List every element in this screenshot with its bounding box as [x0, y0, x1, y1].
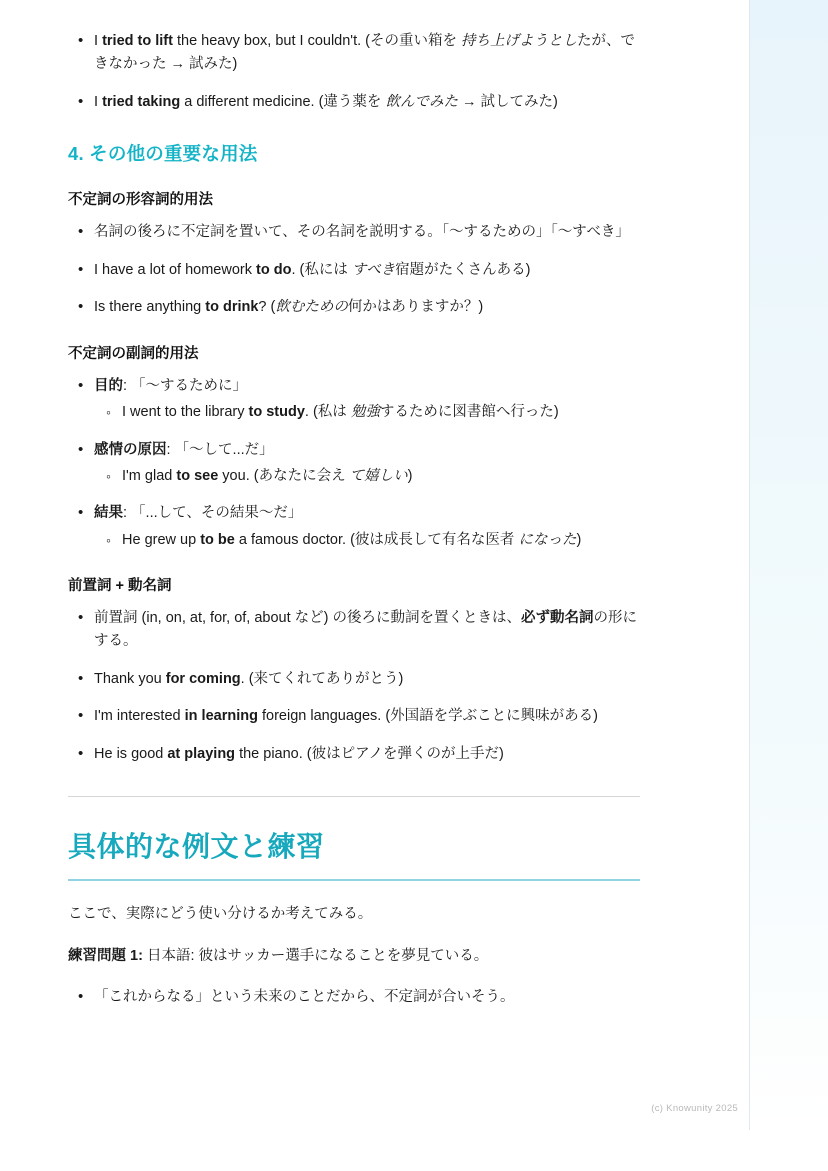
section-divider: [68, 796, 640, 797]
list-item-text: [94, 378, 247, 394]
emphasis-bold: 練習問題 1:: [68, 947, 143, 964]
text-run: I went to the library: [122, 404, 249, 421]
text-run: I have a lot of homework: [94, 261, 256, 278]
emphasis-bold: to see: [176, 468, 219, 485]
list-item: [94, 91, 640, 114]
emphasis-bold: at playing: [167, 745, 236, 762]
sub-list-item: [122, 465, 640, 488]
list-item: [94, 375, 640, 425]
emphasis-bold: 結果: [94, 505, 123, 522]
text-run: a different medicine. (違う薬を: [180, 93, 386, 110]
list-item: [94, 439, 640, 489]
list-item-text: [94, 708, 598, 724]
text-run: Thank you: [94, 670, 166, 687]
text-run: you. (あなたに会え: [218, 468, 350, 485]
adverbial-bullet-list: [68, 375, 640, 552]
text-run: He is good: [94, 745, 168, 762]
text-run: I'm glad: [122, 468, 177, 485]
sub-list-item: [122, 401, 640, 424]
text-run: : 「〜するために」: [123, 377, 248, 394]
list-item: [94, 705, 640, 728]
list-item: [94, 986, 640, 1009]
practice-bullet-list: [68, 986, 640, 1009]
sub-list-item: [122, 529, 640, 552]
adjectival-bullet-list: [68, 221, 640, 319]
sub-list: [94, 465, 640, 488]
subheading-preposition-gerund: 前置詞 + 動名詞: [68, 577, 172, 594]
text-run: 日本語: 彼はサッカー選手になることを夢見ている。: [142, 947, 489, 964]
text-run: たが、できなかった → 試みた): [94, 33, 636, 73]
emphasis-bold: in learning: [184, 708, 258, 725]
preposition-gerund-bullet-list: [68, 607, 640, 766]
subheading-adverbial-use: 不定詞の副詞的用法: [68, 345, 199, 362]
page-side-gradient: [750, 0, 828, 1130]
text-run: I: [94, 33, 103, 49]
list-item: [94, 296, 640, 319]
emphasis-bold: 必ず動名詞: [521, 609, 594, 626]
text-run: He grew up: [122, 531, 201, 548]
text-run: ): [576, 531, 582, 548]
list-item-text: [94, 989, 515, 1005]
emphasis-italic: になった: [518, 531, 577, 548]
copyright-footer: (c) Knowunity 2025: [651, 1103, 738, 1114]
sub-list-item-text: [122, 468, 412, 484]
emphasis-bold: to be: [200, 531, 235, 548]
list-item-text: [94, 224, 630, 240]
list-item: [94, 502, 640, 552]
emphasis-bold: to drink: [205, 299, 259, 316]
subheading-adjectival-use: 不定詞の形容詞的用法: [68, 192, 213, 209]
section-heading-4: 4. その他の重要な用法: [68, 143, 258, 165]
list-item-text: [94, 505, 302, 521]
emphasis-italic: 飲むための: [275, 299, 348, 316]
text-run: . (私は: [304, 404, 351, 421]
text-run: Is there anything: [94, 299, 206, 316]
emphasis-italic: 持ち上げようとし: [461, 33, 578, 49]
list-item: [94, 30, 640, 77]
text-run: するために図書館へ行った): [379, 404, 559, 421]
text-run: 前置詞 (in, on, at, for, of, about など) の後ろに動詞を置くときは、: [94, 609, 522, 626]
text-run: : 「...して、その結果〜だ」: [123, 505, 303, 522]
text-run: 「これからなる」という未来のことだから、不定詞が合いそう。: [94, 989, 515, 1006]
list-item-text: [94, 610, 637, 649]
page-side-divider: [749, 0, 750, 1130]
text-run: . (来てくれてありがとう): [240, 670, 404, 687]
text-run: → 試してみた): [457, 93, 558, 110]
text-run: the heavy box, but I couldn't. (その重い箱を: [172, 33, 462, 49]
text-run: I'm interested: [94, 708, 185, 725]
sub-list: [94, 529, 640, 552]
text-run: the piano. (彼はピアノを弾くのが上手だ): [235, 745, 504, 762]
list-item: [94, 221, 640, 244]
list-item-text: [94, 262, 530, 278]
emphasis-italic: 勉強: [350, 404, 380, 421]
emphasis-bold: 感情の原因: [94, 441, 167, 458]
list-item: [94, 668, 640, 691]
list-item-text: [94, 94, 558, 110]
text-run: foreign languages. (外国語を学ぶことに興味がある): [257, 708, 598, 725]
list-item-text: [94, 746, 504, 762]
text-run: ): [407, 468, 413, 485]
emphasis-bold: tried to lift: [102, 33, 173, 49]
emphasis-bold: for coming: [165, 670, 241, 687]
sub-list-item-text: [122, 532, 581, 548]
list-item-text: [94, 33, 635, 72]
list-item: [94, 743, 640, 766]
text-run: 宿題がたくさんある): [395, 261, 531, 278]
page-title-underline: [68, 879, 640, 881]
text-run: 名詞の後ろに不定詞を置いて、その名詞を説明する。「〜するための」「〜すべき」: [94, 224, 630, 241]
intro-paragraph: ここで、実際にどう使い分けるか考えてみる。: [68, 906, 373, 923]
list-item: [94, 607, 640, 654]
practice-question-paragraph: [68, 945, 640, 968]
emphasis-bold: to study: [248, 404, 305, 421]
top-bullet-list: [68, 30, 640, 114]
text-run: a famous doctor. (彼は成長して有名な医者: [234, 531, 519, 548]
page-title: 具体的な例文と練習: [68, 831, 325, 863]
emphasis-bold: to do: [256, 261, 292, 278]
text-run: I: [94, 93, 103, 110]
text-run: の形にする。: [94, 609, 638, 650]
emphasis-bold: tried taking: [102, 93, 181, 110]
text-run: 何かはありますか？): [347, 299, 484, 316]
text-run: ? (: [258, 299, 276, 316]
document-content: [68, 30, 640, 1024]
list-item-text: [94, 671, 403, 687]
list-item: [94, 259, 640, 282]
sub-list: [94, 401, 640, 424]
text-run: . (私には: [291, 261, 352, 278]
emphasis-italic: すべき: [351, 261, 396, 278]
emphasis-italic: て嬉しい: [349, 468, 408, 485]
emphasis-italic: 飲んでみた: [385, 93, 458, 110]
sub-list-item-text: [122, 404, 559, 420]
list-item-text: [94, 299, 483, 315]
list-item-text: [94, 442, 274, 458]
text-run: : 「〜して...だ」: [166, 441, 274, 458]
emphasis-bold: 目的: [94, 377, 123, 394]
